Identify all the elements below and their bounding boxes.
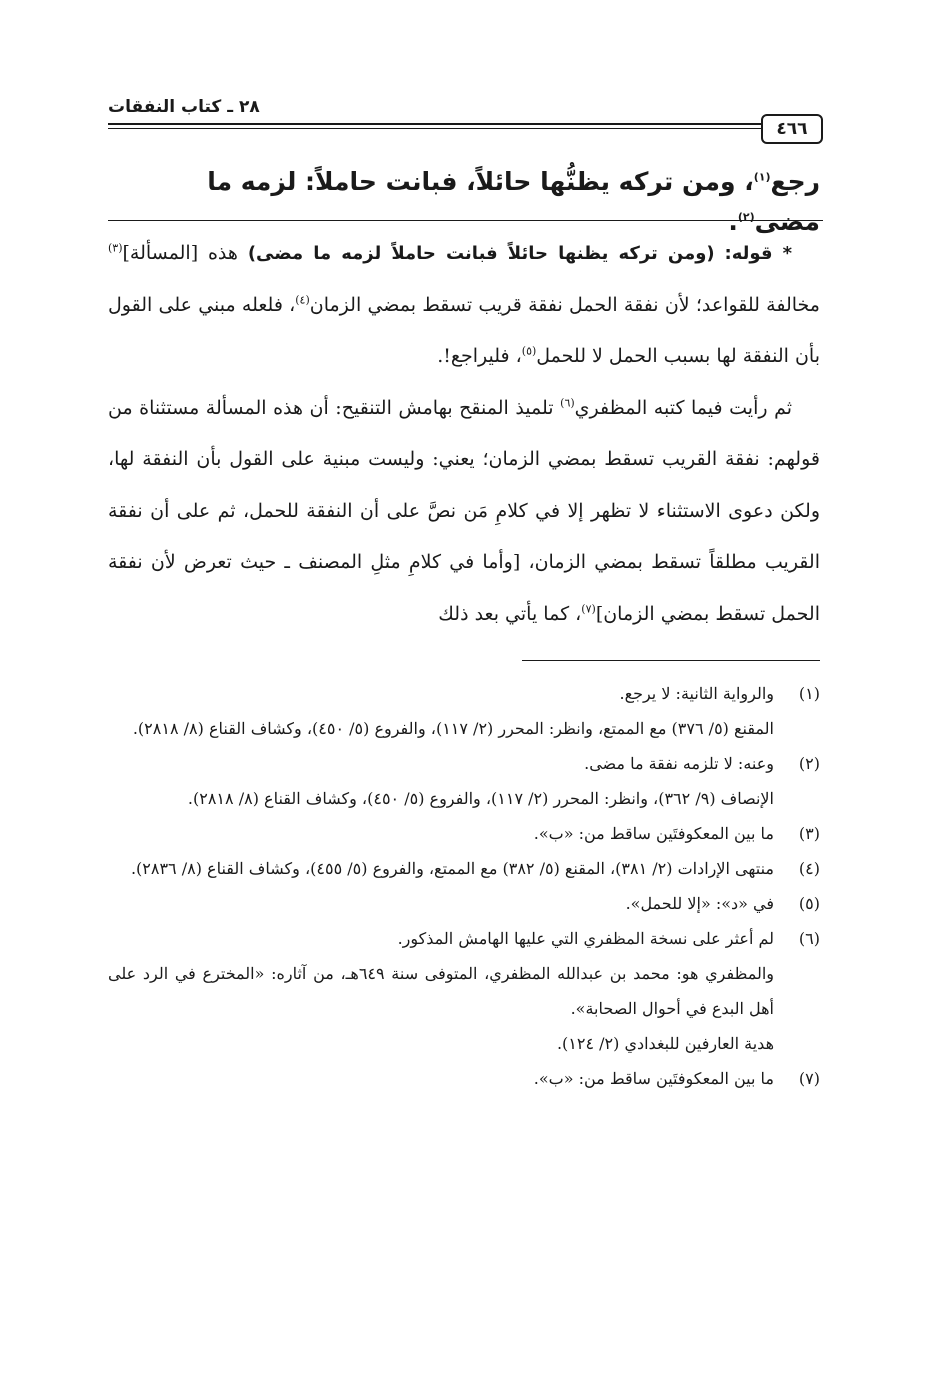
commentary-lead: * قوله: bbox=[724, 243, 792, 264]
quoted-matn: (ومن تركه يظنها حائلاً فبانت حاملاً لزمه ما مضى) bbox=[247, 243, 715, 264]
footnotes bbox=[108, 676, 820, 1096]
footnote-text bbox=[108, 851, 774, 886]
footnote-rule bbox=[522, 660, 820, 661]
footnote-line: هدية العارفين للبغدادي (٢/ ١٢٤). bbox=[556, 1034, 774, 1053]
header-rule-thin bbox=[108, 128, 761, 129]
footnote-number: (٤) bbox=[798, 859, 820, 878]
commentary-text: هذه [المسألة] bbox=[122, 242, 248, 264]
footnote-text bbox=[108, 676, 774, 746]
commentary-paragraph bbox=[108, 383, 820, 641]
footnote-number: (٧) bbox=[798, 1069, 820, 1088]
footnote bbox=[108, 816, 820, 851]
footnote-line: والرواية الثانية: لا يرجع. bbox=[619, 684, 774, 703]
footnote bbox=[108, 921, 820, 1061]
matn-part: . bbox=[728, 207, 738, 236]
footnote-line: ما بين المعكوفتَين ساقط من: «ب». bbox=[533, 1069, 774, 1088]
footnote-ref: (٦) bbox=[560, 396, 575, 410]
footnote-line: وعنه: لا تلزمه نفقة ما مضى. bbox=[584, 754, 774, 773]
footnote-ref: (٢) bbox=[737, 210, 755, 224]
footnote-line: في «د»: «إلا للحمل». bbox=[625, 894, 774, 913]
commentary-paragraph bbox=[108, 228, 820, 383]
footnote-line: منتهى الإرادات (٢/ ٣٨١)، المقنع (٥/ ٣٨٢) مع الممتع، والفروع (٥/ ٤٥٥)، وكشاف القناع (٨/ ٢٨٣٦). bbox=[130, 859, 774, 878]
footnote-ref: (٣) bbox=[108, 241, 123, 255]
footnote-number: (٥) bbox=[798, 894, 820, 913]
footnote bbox=[108, 746, 820, 816]
footnote-text bbox=[108, 816, 774, 851]
commentary-text: ، فليراجع!. bbox=[437, 345, 522, 367]
footnote-line: والمظفري هو: محمد بن عبدالله المظفري، المتوفى سنة ٦٤٩هـ، من آثاره: «المخترع في الرد على أهل البدع في أحوال الصحابة». bbox=[108, 964, 775, 1018]
commentary-text: ، فلعله مبني على القول بأن النفقة لها بسبب الحمل لا للحمل bbox=[108, 293, 820, 367]
matn-separator bbox=[108, 220, 823, 221]
footnote-text bbox=[108, 746, 774, 816]
footnote-line: ما بين المعكوفتَين ساقط من: «ب». bbox=[533, 824, 774, 843]
footnote-text bbox=[108, 886, 774, 921]
page-header bbox=[108, 96, 823, 140]
footnote-ref: (٤) bbox=[295, 293, 310, 307]
commentary-text: ثم رأيت فيما كتبه المظفري bbox=[574, 396, 792, 419]
footnote bbox=[108, 1061, 820, 1096]
footnote-number: (٣) bbox=[798, 824, 820, 843]
footnote-ref: (٧) bbox=[581, 602, 596, 616]
running-title: ٢٨ ـ كتاب النفقات bbox=[108, 97, 260, 117]
page-number: ٤٦٦ bbox=[761, 114, 823, 144]
footnote-number: (٦) bbox=[798, 929, 820, 948]
matn-part: رجع bbox=[770, 167, 820, 196]
footnote bbox=[108, 676, 820, 746]
footnote bbox=[108, 851, 820, 886]
footnote-number: (٢) bbox=[798, 754, 820, 773]
commentary-text: تلميذ المنقح بهامش التنقيح: أن هذه المسألة مستثناة من قولهم: نفقة القريب تسقط بمضي الزمان؛ يعني: وليست مبنية على القول بأن النفقة لها، ولكن دعوى الاستثناء لا تظهر إلا في كلامِ مَن نصَّ على أن النفقة للحمل، ثم على أن نفقة القريب مطلقاً تسقط بمضي الزمان، [وأما في كلامِ مثلِ المصنف ـ حيث تعرض لأن نفقة الحمل تسقط بمضي الزمان] bbox=[108, 396, 821, 625]
footnote-ref: (٥) bbox=[521, 344, 537, 358]
footnote-text bbox=[108, 1061, 774, 1096]
footnote-ref: (١) bbox=[753, 170, 771, 184]
commentary-text: مخالفة للقواعد؛ لأن نفقة الحمل نفقة قريب تسقط بمضي الزمان bbox=[309, 293, 820, 316]
header-rule bbox=[108, 123, 761, 125]
footnote-number: (١) bbox=[798, 684, 820, 703]
footnote-text bbox=[108, 921, 774, 1061]
footnote-line: المقنع (٥/ ٣٧٦) مع الممتع، وانظر: المحرر (٢/ ١١٧)، والفروع (٥/ ٤٥٠)، وكشاف القناع (٨/ ٢٨١٨). bbox=[132, 719, 774, 738]
commentary bbox=[108, 228, 820, 640]
matn-part: ، ومن تركه يظنُّها حائلاً، فبانت حاملاً: لزمه ما مضى bbox=[207, 167, 820, 236]
commentary-text: ، كما يأتي بعد ذلك bbox=[438, 602, 582, 625]
footnote bbox=[108, 886, 820, 921]
footnote-line: الإنصاف (٩/ ٣٦٢)، وانظر: المحرر (٢/ ١١٧)، والفروع (٥/ ٤٥٠)، وكشاف القناع (٨/ ٢٨١٨). bbox=[187, 789, 774, 808]
footnote-line: لم أعثر على نسخة المظفري التي عليها الهامش المذكور. bbox=[397, 929, 774, 948]
